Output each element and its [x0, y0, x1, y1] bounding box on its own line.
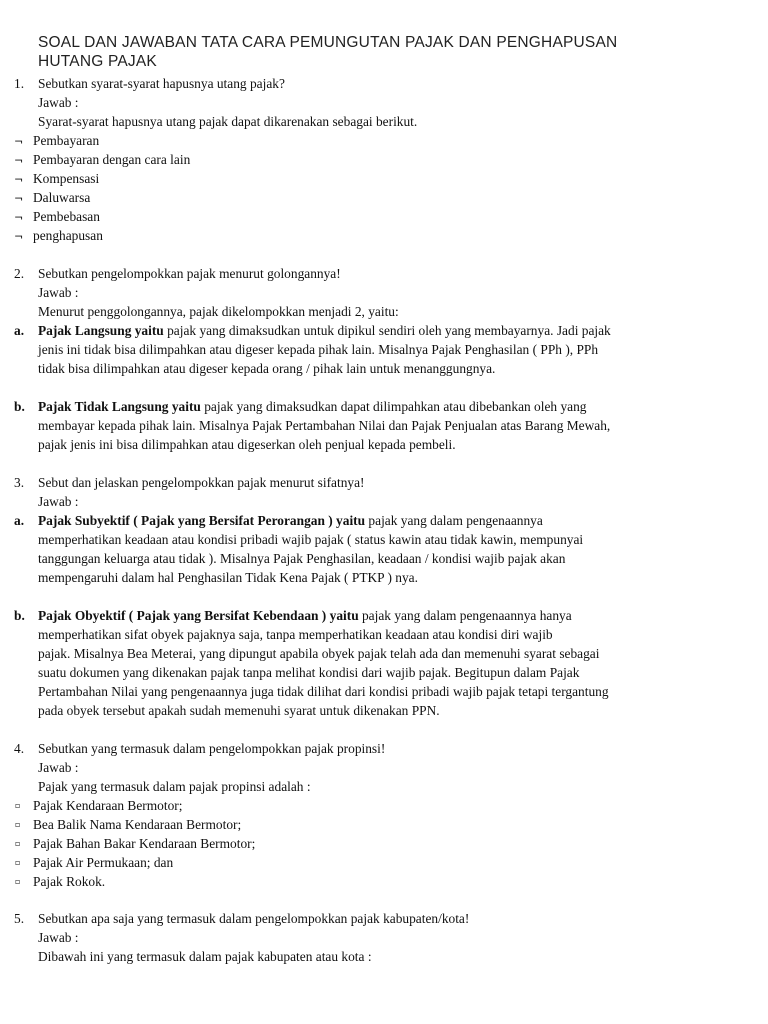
item-label: b.: [14, 399, 25, 414]
paragraph-line: [38, 607, 572, 624]
list-item: Pajak Kendaraan Bermotor;: [33, 798, 183, 813]
list-bullet-icon: ▫: [15, 858, 21, 867]
list-bullet-icon: ▫: [15, 820, 21, 829]
list-item: penghapusan: [33, 228, 103, 243]
question-text: Sebutkan yang termasuk dalam pengelompokkan pajak propinsi!: [38, 741, 386, 756]
paragraph-line: tidak bisa dilimpahkan atau digeser kepada orang / pihak lain untuk menanggungnya.: [38, 361, 496, 376]
paragraph-line: jenis ini tidak bisa dilimpahkan atau digeser kepada pihak lain. Misalnya Pajak Penghasilan ( PPh ), PPh: [38, 342, 599, 357]
answer-label: Jawab :: [38, 760, 79, 775]
title-line-2: HUTANG PAJAK: [38, 53, 157, 70]
list-item: Kompensasi: [33, 171, 100, 186]
answer-intro: Menurut penggolongannya, pajak dikelompokkan menjadi 2, yaitu:: [38, 304, 399, 319]
list-item: Bea Balik Nama Kendaraan Bermotor;: [33, 817, 242, 832]
question-text: Sebutkan syarat-syarat hapusnya utang pajak?: [38, 76, 285, 91]
document-title: [38, 33, 728, 71]
answer-label: Jawab :: [38, 95, 79, 110]
paragraph-line: [38, 398, 586, 415]
list-item: Pembebasan: [33, 209, 100, 224]
item-label: a.: [14, 513, 25, 528]
term-text: pajak yang dimaksudkan untuk dipikul sendiri oleh yang membayarnya. Jadi pajak: [163, 323, 611, 338]
list-bullet-icon: ¬: [14, 135, 24, 148]
term-heading: Pajak Obyektif ( Pajak yang Bersifat Kebendaan ) yaitu: [38, 608, 359, 623]
list-bullet-icon: ▫: [15, 877, 21, 886]
term-text: pajak yang dimaksudkan dapat dilimpahkan atau dibebankan oleh yang: [200, 399, 587, 414]
list-bullet-icon: ¬: [14, 211, 24, 224]
question-text: Sebutkan pengelompokkan pajak menurut golongannya!: [38, 266, 341, 281]
paragraph-line: tanggungan keluarga atau tidak ). Misalnya Pajak Penghasilan, keadaan / kondisi wajib pajak akan: [38, 551, 566, 566]
answer-intro: Syarat-syarat hapusnya utang pajak dapat dikarenakan sebagai berikut.: [38, 114, 418, 129]
paragraph-line: [38, 322, 611, 339]
paragraph-line: pada obyek tersebut apakah sudah memenuhi syarat untuk dikenakan PPN.: [38, 703, 440, 718]
paragraph-line: pajak. Misalnya Bea Meterai, yang dipungut apabila obyek pajak telah ada dan memenuhi syarat sebagai: [38, 646, 600, 661]
answer-label: Jawab :: [38, 285, 79, 300]
term-text: pajak yang dalam pengenaannya hanya: [358, 608, 572, 623]
term-heading: Pajak Subyektif ( Pajak yang Bersifat Perorangan ) yaitu: [38, 513, 366, 528]
paragraph-line: suatu dokumen yang dikenakan pajak tanpa melihat kondisi dari wajib pajak. Begitupun dalam Pajak: [38, 665, 580, 680]
item-label: a.: [14, 323, 25, 338]
list-item: Pajak Rokok.: [33, 874, 106, 889]
term-text: pajak yang dalam pengenaannya: [365, 513, 543, 528]
list-item: Pembayaran dengan cara lain: [33, 152, 191, 167]
question-number: 5.: [14, 911, 25, 926]
paragraph-line: [38, 512, 543, 529]
question-number: 4.: [14, 741, 25, 756]
list-bullet-icon: ¬: [14, 173, 24, 186]
title-line-1: SOAL DAN JAWABAN TATA CARA PEMUNGUTAN PAJAK DAN PENGHAPUSAN: [38, 34, 618, 51]
question-text: Sebut dan jelaskan pengelompokkan pajak menurut sifatnya!: [38, 475, 365, 490]
item-label: b.: [14, 608, 25, 623]
question-text: Sebutkan apa saja yang termasuk dalam pengelompokkan pajak kabupaten/kota!: [38, 911, 470, 926]
term-heading: Pajak Langsung yaitu: [38, 323, 164, 338]
list-item: Pajak Bahan Bakar Kendaraan Bermotor;: [33, 836, 256, 851]
list-bullet-icon: ▫: [15, 839, 21, 848]
answer-label: Jawab :: [38, 930, 79, 945]
answer-label: Jawab :: [38, 494, 79, 509]
paragraph-line: memperhatikan keadaan atau kondisi pribadi wajib pajak ( status kawin atau tidak kawin, mempunyai: [38, 532, 584, 547]
list-item: Pajak Air Permukaan; dan: [33, 855, 174, 870]
paragraph-line: pajak jenis ini bisa dilimpahkan atau digeserkan oleh penjual kepada pembeli.: [38, 437, 456, 452]
paragraph-line: membayar kepada pihak lain. Misalnya Pajak Pertambahan Nilai dan Pajak Penjualan atas Barang Mewah,: [38, 418, 611, 433]
answer-intro: Pajak yang termasuk dalam pajak propinsi adalah :: [38, 779, 311, 794]
term-heading: Pajak Tidak Langsung yaitu: [38, 399, 201, 414]
paragraph-line: memperhatikan sifat obyek pajaknya saja, tanpa memperhatikan keadaan atau kondisi diri wajib: [38, 627, 553, 642]
question-number: 3.: [14, 475, 25, 490]
question-number: 1.: [14, 76, 25, 91]
list-bullet-icon: ¬: [14, 230, 24, 243]
list-bullet-icon: ¬: [14, 192, 24, 205]
list-bullet-icon: ▫: [15, 801, 21, 810]
list-item: Daluwarsa: [33, 190, 91, 205]
paragraph-line: mempengaruhi dalam hal Penghasilan Tidak Kena Pajak ( PTKP ) nya.: [38, 570, 418, 585]
list-bullet-icon: ¬: [14, 154, 24, 167]
answer-intro: Dibawah ini yang termasuk dalam pajak kabupaten atau kota :: [38, 949, 372, 964]
question-number: 2.: [14, 266, 25, 281]
list-item: Pembayaran: [33, 133, 100, 148]
paragraph-line: Pertambahan Nilai yang pengenaannya juga tidak dilihat dari kondisi pribadi wajib pajak tetapi tergantung: [38, 684, 609, 699]
